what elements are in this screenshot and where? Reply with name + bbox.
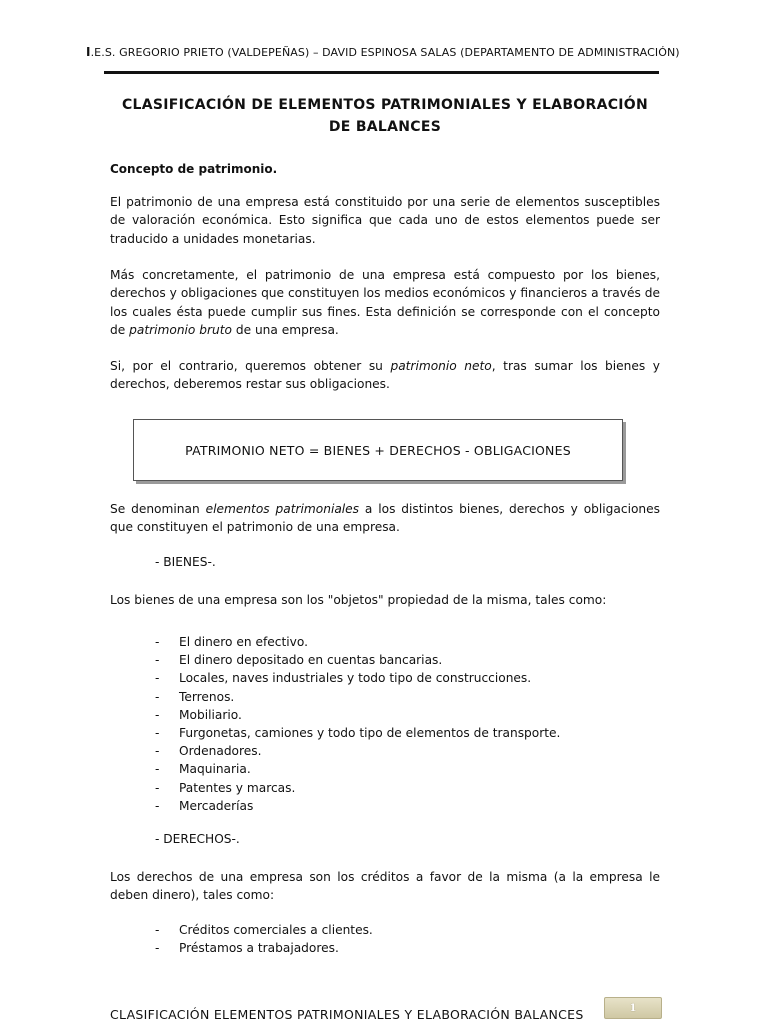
paragraph-text: Si, por el contrario, queremos obtener su — [110, 359, 391, 373]
list-item: - Mobiliario. — [155, 706, 655, 724]
title-line-2: DE BALANCES — [328, 119, 442, 135]
paragraph-text: de una empresa. — [231, 322, 339, 337]
bienes-intro: Los bienes de una empresa son los "objetos" propiedad de la misma, tales como: — [110, 593, 607, 607]
paragraph-patrimonio: El patrimonio de una empresa está constituido por una serie de elementos susceptibles de valoración económica. Esto significa que cada uno de estos elementos puede ser traducido a unidades monetarias. — [110, 195, 660, 246]
page-header — [86, 45, 682, 59]
paragraph-text: Se denominan — [110, 502, 206, 516]
list-item: - Mercaderías — [155, 797, 655, 815]
list-item: - Ordenadores. — [155, 742, 655, 760]
page-number: 1 — [629, 1002, 637, 1014]
title-line-1: CLASIFICACIÓN DE ELEMENTOS PATRIMONIALES Y ELABORACIÓN — [121, 97, 649, 113]
header-initial: I — [86, 45, 91, 59]
emphasis-term: elementos patrimoniales — [205, 502, 360, 516]
emphasis-term: patrimonio bruto — [129, 322, 232, 337]
derechos-list — [155, 921, 655, 957]
list-item: - Créditos comerciales a clientes. — [155, 921, 655, 939]
list-item: - Patentes y marcas. — [155, 779, 655, 797]
paragraph-text: , tras sumar los bienes y derechos, deberemos restar sus obligaciones. — [110, 359, 661, 392]
header-text: .E.S. GREGORIO PRIETO (VALDEPEÑAS) – DAVID ESPINOSA SALAS (DEPARTAMENTO DE ADMINISTRACIÓN) — [90, 46, 680, 59]
list-item: - El dinero depositado en cuentas bancarias. — [155, 651, 655, 669]
paragraph-text: Más concretamente, el patrimonio de una empresa está compuesto por los bienes, derechos y obligaciones que constituyen los medios económicos y financieros a través de los cuales ésta puede cumplir sus fines. Esta definición se corresponde con el concepto de — [110, 268, 660, 337]
list-item: - Préstamos a trabajadores. — [155, 939, 655, 957]
list-item: - Terrenos. — [155, 688, 655, 706]
derechos-label: - DERECHOS-. — [155, 832, 240, 846]
formula-box — [133, 419, 623, 481]
bienes-list — [155, 633, 655, 815]
list-item: - Locales, naves industriales y todo tipo de construcciones. — [155, 669, 655, 687]
derechos-intro: Los derechos de una empresa son los créditos a favor de la misma (a la empresa le deben dinero), tales como: — [110, 870, 660, 903]
list-item: - Maquinaria. — [155, 760, 655, 778]
list-item: - Furgonetas, camiones y todo tipo de elementos de transporte. — [155, 724, 655, 742]
formula-text: PATRIMONIO NETO = BIENES + DERECHOS - OBLIGACIONES — [185, 442, 571, 458]
page-number-badge — [604, 997, 662, 1019]
document-title — [100, 94, 670, 138]
paragraph-patrimonio-neto — [110, 357, 660, 394]
paragraph-text: a los distintos bienes, derechos y obligaciones que constituyen el patrimonio de una empresa. — [110, 502, 660, 535]
paragraph-patrimonio-bruto — [110, 266, 660, 339]
section-heading: Concepto de patrimonio. — [110, 162, 278, 176]
header-rule — [104, 71, 659, 74]
paragraph-elementos — [110, 500, 660, 537]
page-footer: CLASIFICACIÓN ELEMENTOS PATRIMONIALES Y ELABORACIÓN BALANCES — [110, 1007, 584, 1022]
list-item: - El dinero en efectivo. — [155, 633, 655, 651]
emphasis-term: patrimonio neto — [390, 359, 492, 373]
bienes-label: - BIENES-. — [155, 555, 216, 569]
